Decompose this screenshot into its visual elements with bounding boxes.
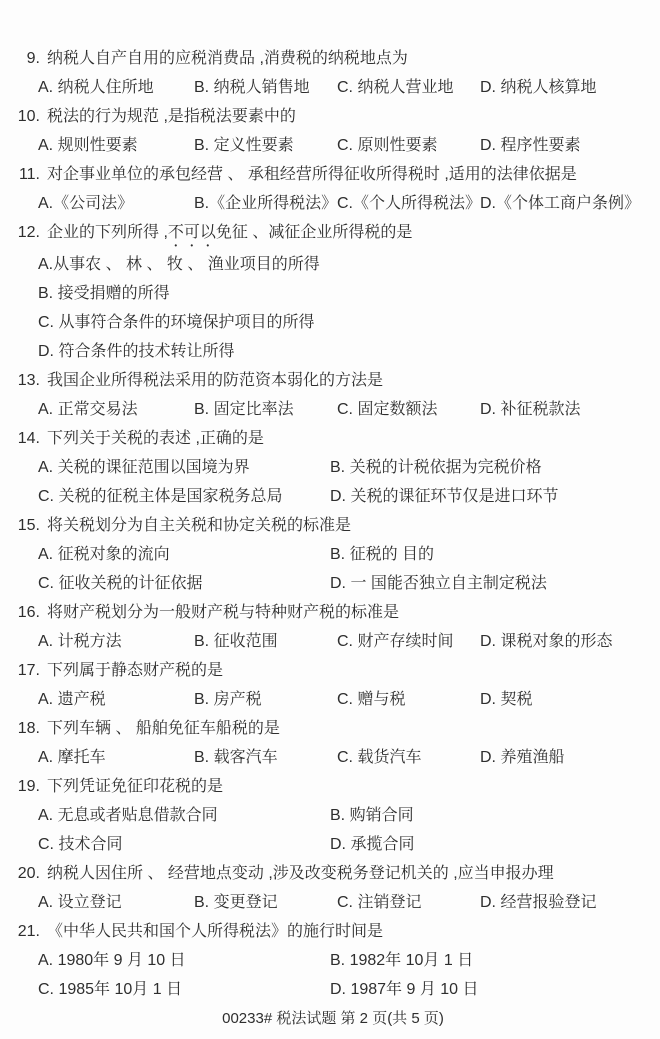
question-stem	[14, 511, 652, 540]
option-C: C. 关税的征税主体是国家税务总局	[38, 488, 283, 505]
question-17	[14, 656, 652, 714]
option-C: C. 技术合同	[38, 836, 123, 853]
question-number: 12.	[17, 224, 40, 241]
option-B: B. 1982年 10月 1 日	[330, 952, 474, 969]
option-A: A. 1980年 9 月 10 日	[38, 952, 186, 969]
question-stem	[14, 656, 652, 685]
question-number: 16.	[17, 604, 40, 621]
question-list	[14, 44, 652, 1004]
question-number: 17.	[17, 662, 40, 679]
option-A: A. 设立登记	[38, 894, 122, 911]
option-C: C. 原则性要素	[337, 137, 438, 154]
option-C: C. 1985年 10月 1 日	[38, 981, 183, 998]
option-C: C. 财产存续时间	[337, 633, 454, 650]
question-number: 13.	[17, 372, 40, 389]
option-A: A. 遗产税	[38, 691, 106, 708]
option-C: C. 注销登记	[337, 894, 422, 911]
question-stem	[14, 859, 652, 888]
option-A: A. 正常交易法	[38, 401, 138, 418]
option-D: D. 课税对象的形态	[480, 633, 613, 650]
options-grid	[38, 627, 652, 656]
stem-text: 对企事业单位的承包经营 、 承租经营所得征收所得税时 ,适用的法律依据是	[47, 166, 577, 183]
question-number: 15.	[17, 517, 40, 534]
option-B: B. 征收范围	[194, 633, 278, 650]
question-number: 19.	[17, 778, 40, 795]
option-D: D. 1987年 9 月 10 日	[330, 981, 479, 998]
stem-text: 下列凭证免征印花税的是	[47, 778, 224, 795]
options-grid	[38, 250, 652, 366]
question-stem	[14, 772, 652, 801]
option-A: A. 关税的课征范围以国境为界	[38, 459, 250, 476]
question-stem	[14, 44, 652, 73]
stem-text: 企业的下列所得 ,	[47, 224, 168, 241]
question-stem	[14, 102, 652, 131]
page-footer: 00233# 税法试题 第 2 页(共 5 页)	[222, 1010, 444, 1027]
option-B: B. 载客汽车	[194, 749, 278, 766]
options-grid	[38, 888, 652, 917]
option-B: B. 关税的计税依据为完税价格	[330, 459, 542, 476]
question-stem	[14, 366, 652, 395]
option-C: C. 载货汽车	[337, 749, 422, 766]
question-12	[14, 218, 652, 366]
question-14	[14, 424, 652, 511]
stem-text: 税法的行为规范 ,是指税法要素中的	[47, 108, 296, 125]
option-D: D. 经营报验登记	[480, 894, 597, 911]
option-C: C. 赠与税	[337, 691, 406, 708]
options-grid	[38, 395, 652, 424]
option-C: C.《个人所得税法》	[337, 195, 482, 212]
question-number: 18.	[17, 720, 40, 737]
stem-text: 下列关于关税的表述 ,正确的是	[47, 430, 264, 447]
question-18	[14, 714, 652, 772]
option-A: A. 无息或者贴息借款合同	[38, 807, 218, 824]
question-stem	[14, 424, 652, 453]
question-stem	[14, 598, 652, 627]
option-A: A.从事农 、 林 、 牧 、 渔业项目的所得	[38, 256, 320, 273]
option-D: D. 一 国能否独立自主制定税法	[330, 575, 547, 592]
option-B: B. 购销合同	[330, 807, 414, 824]
options-grid	[38, 73, 652, 102]
stem-text: 我国企业所得税法采用的防范资本弱化的方法是	[47, 372, 384, 389]
option-B: B. 房产税	[194, 691, 262, 708]
question-number: 20.	[17, 865, 40, 882]
options-grid	[38, 540, 652, 598]
stem-text: 纳税人因住所 、 经营地点变动 ,涉及改变税务登记机关的 ,应当申报办理	[47, 865, 554, 882]
question-number: 10.	[17, 108, 40, 125]
option-D: D. 程序性要素	[480, 137, 581, 154]
option-D: D.《个体工商户条例》	[480, 195, 641, 212]
stem-text: 将财产税划分为一般财产税与特种财产税的标准是	[47, 604, 400, 621]
question-stem	[14, 917, 652, 946]
stem-text: 免征 、减征企业所得税的是	[215, 224, 413, 241]
option-B: B. 定义性要素	[194, 137, 294, 154]
question-stem	[14, 218, 652, 250]
option-B: B. 纳税人销售地	[194, 79, 310, 96]
stem-text: 下列属于静态财产税的是	[47, 662, 224, 679]
option-B: B. 接受捐赠的所得	[38, 285, 170, 302]
option-C: C. 固定数额法	[337, 401, 438, 418]
options-grid	[38, 743, 652, 772]
stem-text: 下列车辆 、 船舶免征车船税的是	[47, 720, 280, 737]
question-number: 14.	[17, 430, 40, 447]
question-number: 9.	[26, 50, 40, 67]
stem-text: 纳税人自产自用的应税消费品 ,消费税的纳税地点为	[47, 50, 408, 67]
option-B: B. 变更登记	[194, 894, 278, 911]
question-11	[14, 160, 652, 218]
option-B: B. 固定比率法	[194, 401, 294, 418]
option-A: A. 规则性要素	[38, 137, 138, 154]
question-number: 11.	[18, 166, 40, 183]
option-C: C. 从事符合条件的环境保护项目的所得	[38, 314, 315, 331]
option-A: A.《公司法》	[38, 195, 134, 212]
options-grid	[38, 131, 652, 160]
options-grid	[38, 801, 652, 859]
options-grid	[38, 189, 652, 218]
option-A: A. 计税方法	[38, 633, 122, 650]
option-B: B.《企业所得税法》	[194, 195, 338, 212]
stem-text: 将关税划分为自主关税和协定关税的标准是	[47, 517, 352, 534]
option-D: D. 契税	[480, 691, 533, 708]
question-9	[14, 44, 652, 102]
option-D: D. 符合条件的技术转让所得	[38, 343, 235, 360]
option-D: D. 关税的课征环节仅是进口环节	[330, 488, 559, 505]
option-C: C. 纳税人营业地	[337, 79, 454, 96]
question-stem	[14, 160, 652, 189]
option-B: B. 征税的 目的	[330, 546, 435, 563]
question-13	[14, 366, 652, 424]
option-D: D. 承揽合同	[330, 836, 415, 853]
option-C: C. 征收关税的计征依据	[38, 575, 203, 592]
options-grid	[38, 685, 652, 714]
option-D: D. 补征税款法	[480, 401, 581, 418]
option-D: D. 养殖渔船	[480, 749, 565, 766]
question-number: 21.	[17, 923, 40, 940]
question-21	[14, 917, 652, 1004]
stem-emphasized-text: 不可以	[167, 224, 216, 241]
question-stem	[14, 714, 652, 743]
stem-text: 《中华人民共和国个人所得税法》的施行时间是	[47, 923, 384, 940]
option-D: D. 纳税人核算地	[480, 79, 597, 96]
question-15	[14, 511, 652, 598]
options-grid	[38, 453, 652, 511]
question-19	[14, 772, 652, 859]
option-A: A. 征税对象的流向	[38, 546, 170, 563]
question-16	[14, 598, 652, 656]
option-A: A. 纳税人住所地	[38, 79, 154, 96]
options-grid	[38, 946, 652, 1004]
question-10	[14, 102, 652, 160]
question-20	[14, 859, 652, 917]
option-A: A. 摩托车	[38, 749, 106, 766]
